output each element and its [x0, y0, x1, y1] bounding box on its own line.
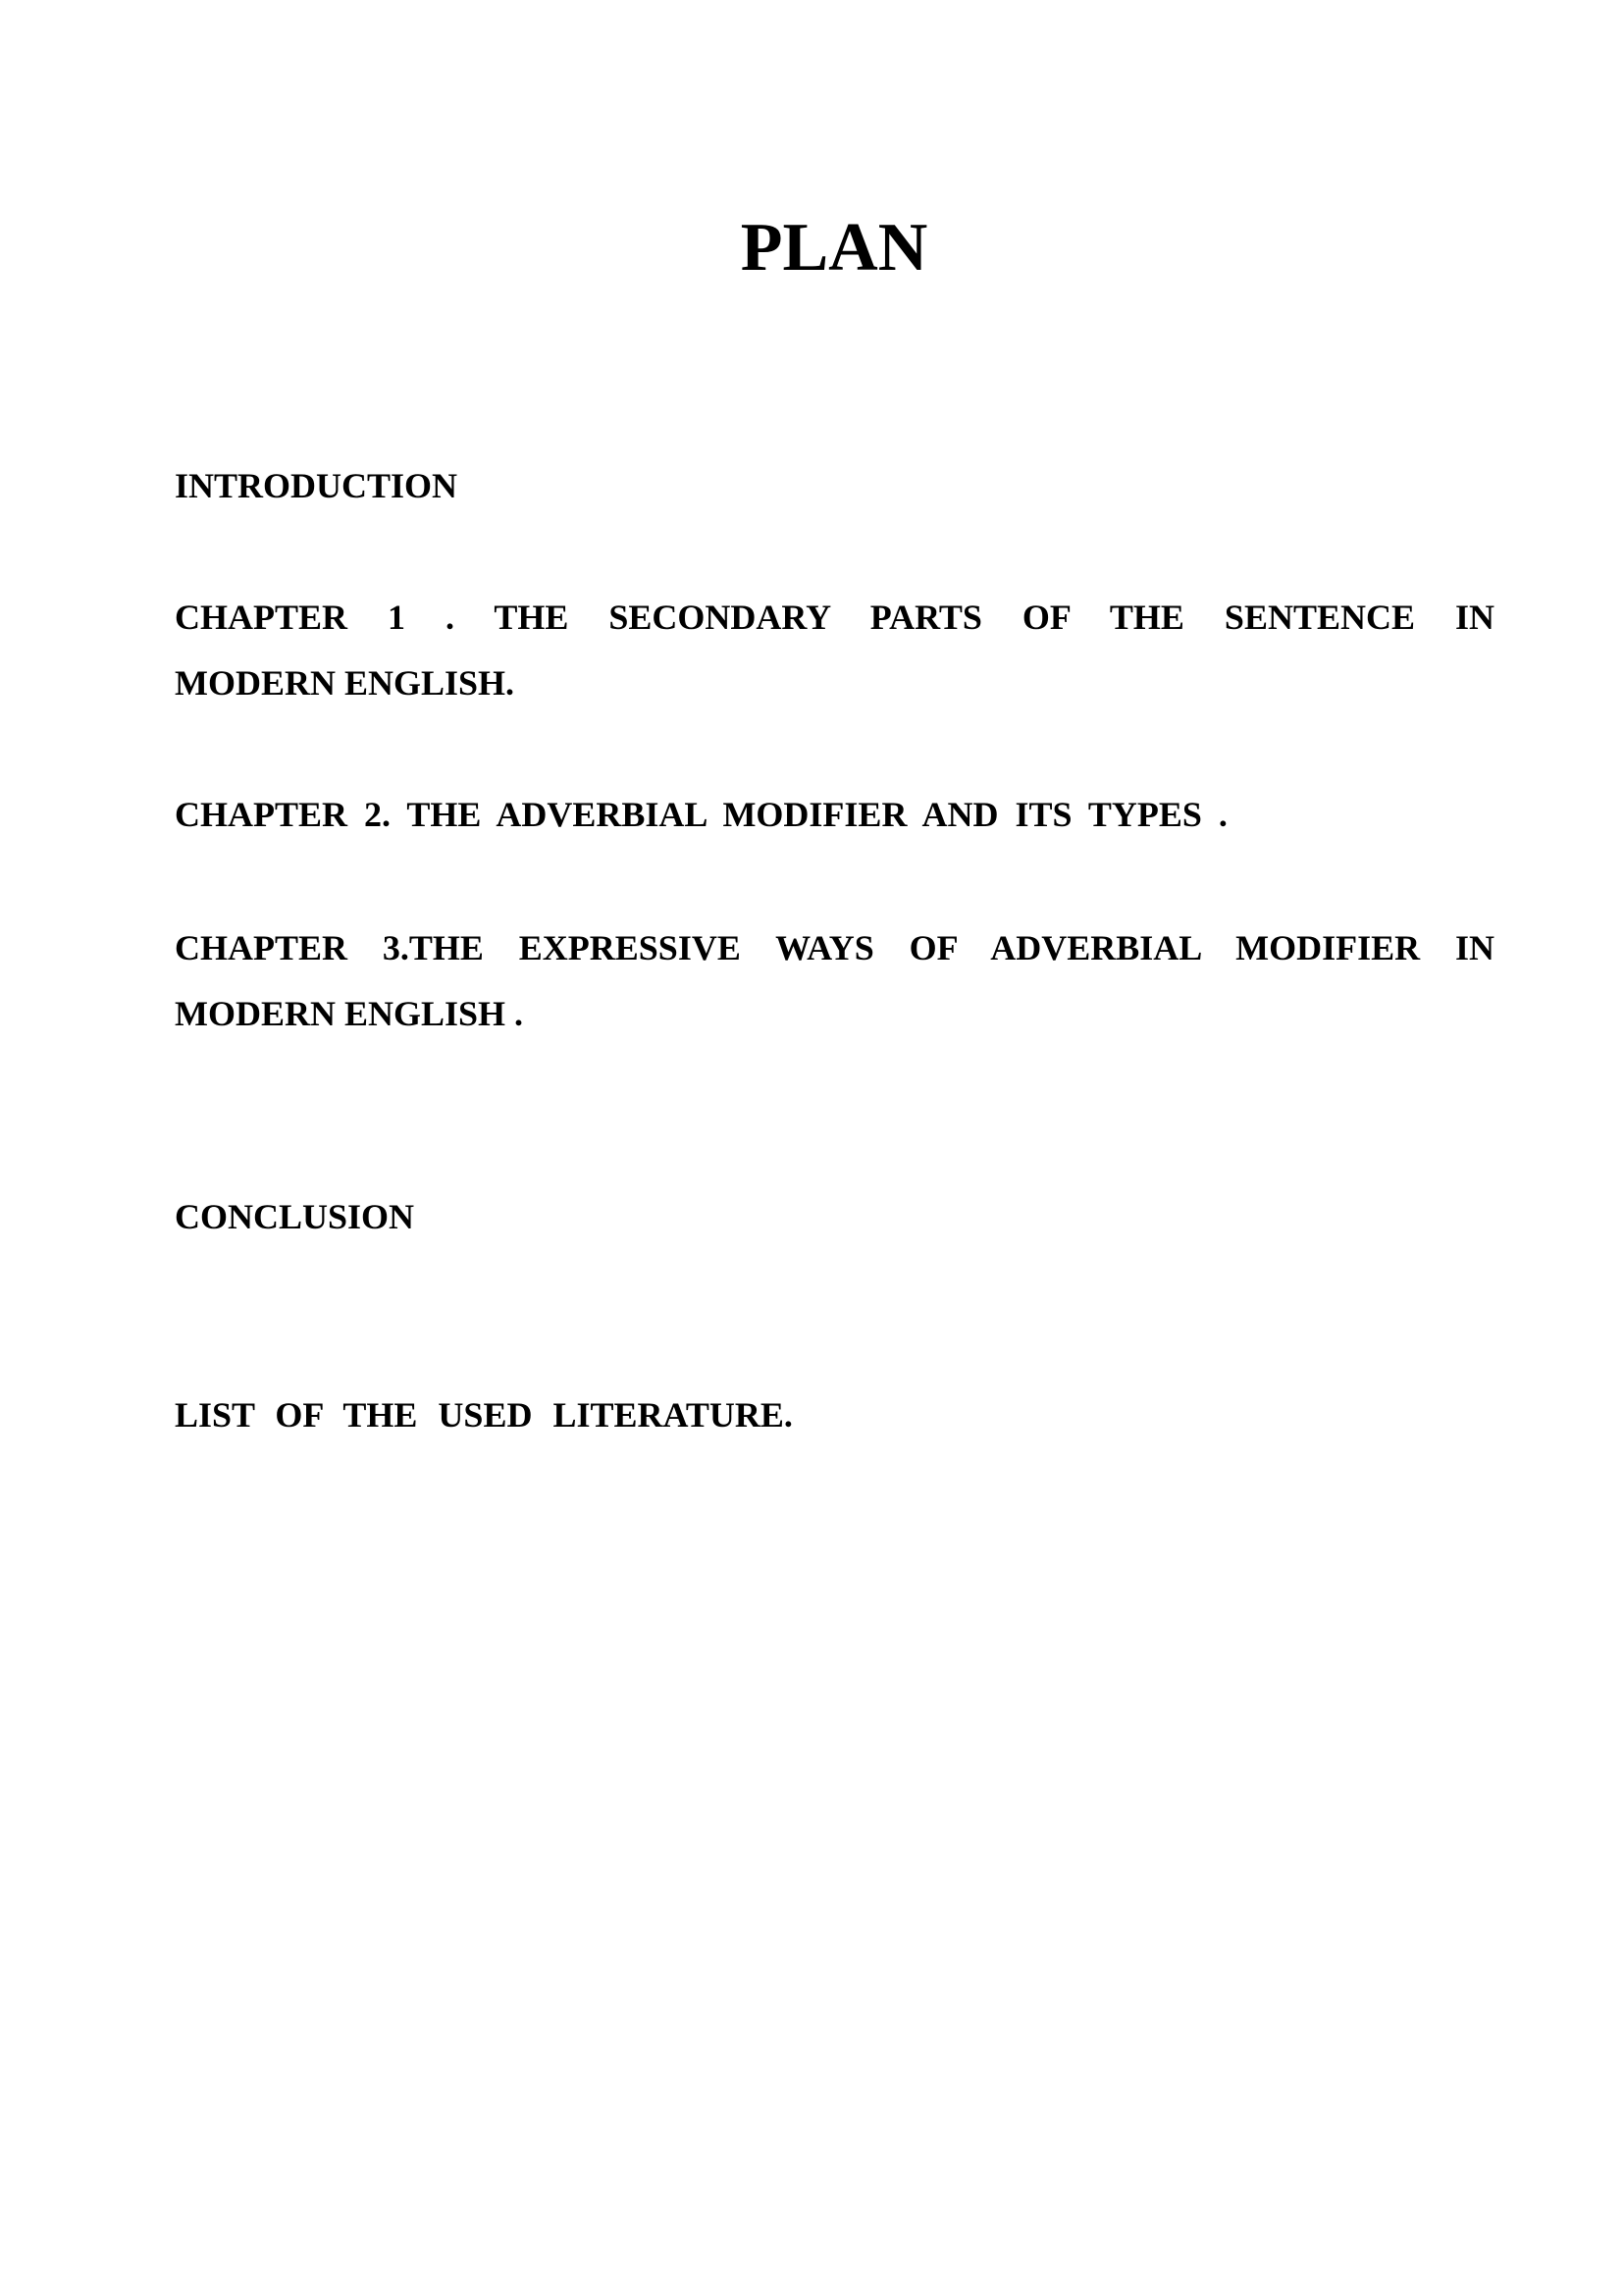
plan-item-conclusion	[175, 1184, 1494, 1250]
plan-item-chapter-3-line-2: MODERN ENGLISH .	[175, 994, 524, 1033]
plan-item-chapter-2	[175, 782, 1494, 848]
plan-item-introduction	[175, 453, 1494, 519]
plan-item-chapter-1-line-2: MODERN ENGLISH.	[175, 663, 515, 703]
page-title: PLAN	[740, 210, 928, 286]
plan-item-chapter-3-line-1: CHAPTER 3.THE EXPRESSIVE WAYS OF ADVERBIAL MODIFIER IN	[175, 928, 1494, 967]
plan-item-literature	[175, 1383, 1494, 1448]
plan-item-chapter-2-text: CHAPTER 2. THE ADVERBIAL MODIFIER AND ITS TYPES .	[175, 795, 1228, 834]
plan-item-chapter-1	[175, 585, 1494, 716]
plan-item-conclusion-text: CONCLUSION	[175, 1197, 415, 1236]
plan-item-chapter-1-line-1: CHAPTER 1 . THE SECONDARY PARTS OF THE SENTENCE IN	[175, 598, 1494, 637]
plan-item-chapter-3	[175, 915, 1494, 1047]
plan-item-introduction-text: INTRODUCTION	[175, 466, 458, 505]
plan-item-literature-text: LIST OF THE USED LITERATURE.	[175, 1395, 793, 1435]
